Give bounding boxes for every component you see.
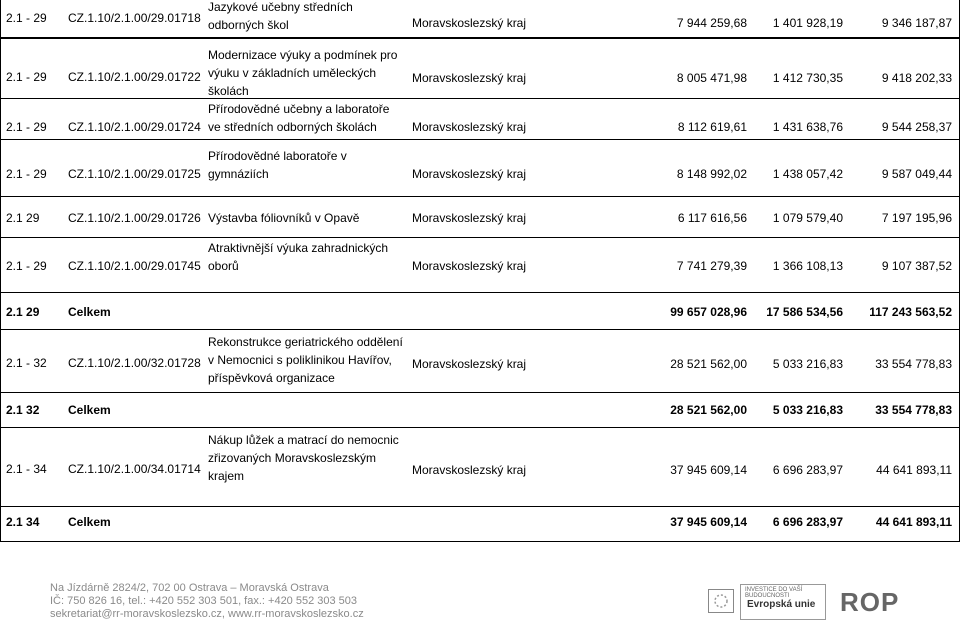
region-cell: Moravskoslezský kraj — [412, 71, 527, 85]
subtotal-row — [0, 292, 960, 330]
project-code-cell: CZ.1.10/2.1.00/29.01745 — [68, 259, 201, 273]
region-cell: Moravskoslezský kraj — [412, 357, 527, 371]
amount-cell: 5 033 216,83 — [772, 403, 843, 417]
project-name-line: školách — [208, 84, 249, 98]
project-code-cell: CZ.1.10/2.1.00/34.01714 — [68, 462, 201, 476]
footer-address-line: Na Jízdárně 2824/2, 702 00 Ostrava – Moravská Ostrava — [50, 582, 329, 594]
amount-cell: 1 366 108,13 — [772, 259, 843, 273]
amount-cell: 99 657 028,96 — [670, 305, 747, 319]
priority-cell: 2.1 34 — [6, 515, 40, 529]
amount-cell: 7 741 279,39 — [676, 259, 747, 273]
priority-cell: 2.1 29 — [6, 211, 40, 225]
amount-cell: 6 696 283,97 — [772, 515, 843, 529]
region-cell: Moravskoslezský kraj — [412, 211, 527, 225]
eu-flag-icon — [708, 589, 734, 613]
project-name-line: ve středních odborných školách — [208, 120, 377, 134]
table-row — [0, 427, 960, 507]
project-name-line: v Nemocnici s poliklinikou Havířov, — [208, 353, 392, 367]
project-code-cell: CZ.1.10/2.1.00/29.01726 — [68, 211, 201, 225]
project-code-cell: CZ.1.10/2.1.00/29.01722 — [68, 70, 201, 84]
subtotal-label: Celkem — [68, 305, 111, 319]
amount-cell: 6 117 616,56 — [677, 211, 747, 225]
project-name-line: Atraktivnější výuka zahradnických — [208, 241, 389, 255]
region-cell: Moravskoslezský kraj — [412, 167, 527, 181]
project-code-cell: CZ.1.10/2.1.00/29.01725 — [68, 167, 201, 181]
project-name-line: Přírodovědné učebny a laboratoře — [208, 102, 390, 116]
amount-cell: 7 944 259,68 — [676, 16, 747, 30]
footer-contact-line: IČ: 750 826 16, tel.: +420 552 303 501, fax.: +420 552 303 503 — [50, 595, 358, 607]
eu-slogan: INVESTICE DO VAŠÍ BUDOUCNOSTI — [745, 587, 803, 599]
priority-cell: 2.1 - 29 — [6, 259, 47, 273]
rop-logo: ROP — [840, 587, 900, 617]
priority-cell: 2.1 - 29 — [6, 70, 47, 84]
project-name-line: zřizovaných Moravskoslezským — [208, 451, 377, 465]
project-code-cell: CZ.1.10/2.1.00/32.01728 — [68, 356, 201, 370]
total-cell: 9 544 258,37 — [881, 120, 952, 134]
amount-cell: 28 521 562,00 — [670, 357, 747, 371]
total-cell: 33 554 778,83 — [875, 357, 952, 371]
footer-address — [50, 582, 364, 621]
region-cell: Moravskoslezský kraj — [412, 16, 527, 30]
project-name-line: Modernizace výuky a podmínek pro — [208, 48, 398, 62]
amount-cell: 1 431 638,76 — [772, 120, 843, 134]
project-code-cell: CZ.1.10/2.1.00/29.01724 — [68, 120, 201, 134]
total-cell: 33 554 778,83 — [875, 403, 952, 417]
project-name-line: Rekonstrukce geriatrického oddělení — [208, 335, 403, 349]
project-name-line: Výstavba fóliovníků v Opavě — [208, 211, 360, 225]
total-cell: 9 107 387,52 — [881, 259, 952, 273]
priority-cell: 2.1 - 29 — [6, 11, 47, 25]
table-row — [0, 196, 960, 238]
footer-web-line: sekretariat@rr-moravskoslezsko.cz, www.rr-moravskoslezsko.cz — [50, 608, 364, 620]
priority-cell: 2.1 29 — [6, 305, 40, 319]
table-row — [0, 0, 960, 38]
table-border-left — [0, 0, 1, 542]
amount-cell: 5 033 216,83 — [772, 357, 843, 371]
project-name-line: příspěvková organizace — [208, 371, 335, 385]
table-row — [0, 139, 960, 197]
priority-cell: 2.1 - 32 — [6, 356, 47, 370]
amount-cell: 8 148 992,02 — [676, 167, 747, 181]
amount-cell: 1 401 928,19 — [772, 16, 843, 30]
table-row — [0, 38, 960, 99]
total-cell: 44 641 893,11 — [875, 515, 952, 529]
table-row — [0, 237, 960, 293]
amount-cell: 37 945 609,14 — [670, 463, 747, 477]
subtotal-row — [0, 506, 960, 542]
subtotal-label: Celkem — [68, 515, 111, 529]
total-cell: 44 641 893,11 — [876, 463, 952, 477]
subtotal-row — [0, 392, 960, 428]
total-cell: 117 243 563,52 — [869, 305, 952, 319]
region-cell: Moravskoslezský kraj — [412, 120, 527, 134]
table-row — [0, 329, 960, 393]
total-cell: 9 587 049,44 — [881, 167, 952, 181]
priority-cell: 2.1 32 — [6, 403, 40, 417]
region-cell: Moravskoslezský kraj — [412, 463, 527, 477]
project-name-line: oborů — [208, 259, 239, 273]
amount-cell: 37 945 609,14 — [670, 515, 747, 529]
total-cell: 7 197 195,96 — [881, 211, 952, 225]
amount-cell: 28 521 562,00 — [670, 403, 747, 417]
project-name-line: Nákup lůžek a matrací do nemocnic — [208, 433, 399, 447]
project-name-line: Přírodovědné laboratoře v — [208, 149, 347, 163]
amount-cell: 8 005 471,98 — [676, 71, 747, 85]
project-name-line: výuku v základních uměleckých — [208, 66, 377, 80]
priority-cell: 2.1 - 29 — [6, 167, 47, 181]
table-row — [0, 98, 960, 140]
amount-cell: 1 412 730,35 — [772, 71, 843, 85]
eu-title: Evropská unie — [747, 599, 816, 610]
project-name-line: Jazykové učebny středních — [208, 0, 353, 14]
project-code-cell: CZ.1.10/2.1.00/29.01718 — [68, 11, 201, 25]
total-cell: 9 418 202,33 — [881, 71, 952, 85]
project-name-line: krajem — [208, 469, 245, 483]
region-cell: Moravskoslezský kraj — [412, 259, 527, 273]
amount-cell: 1 438 057,42 — [772, 167, 843, 181]
total-cell: 9 346 187,87 — [881, 16, 952, 30]
priority-cell: 2.1 - 34 — [6, 462, 47, 476]
project-name-line: gymnáziích — [208, 167, 269, 181]
priority-cell: 2.1 - 29 — [6, 120, 47, 134]
subtotal-label: Celkem — [68, 403, 111, 417]
eu-logo-box — [740, 584, 826, 620]
project-name-line: odborných škol — [208, 18, 289, 32]
amount-cell: 6 696 283,97 — [772, 463, 843, 477]
amount-cell: 8 112 619,61 — [677, 120, 747, 134]
amount-cell: 1 079 579,40 — [772, 211, 843, 225]
amount-cell: 17 586 534,56 — [766, 305, 843, 319]
